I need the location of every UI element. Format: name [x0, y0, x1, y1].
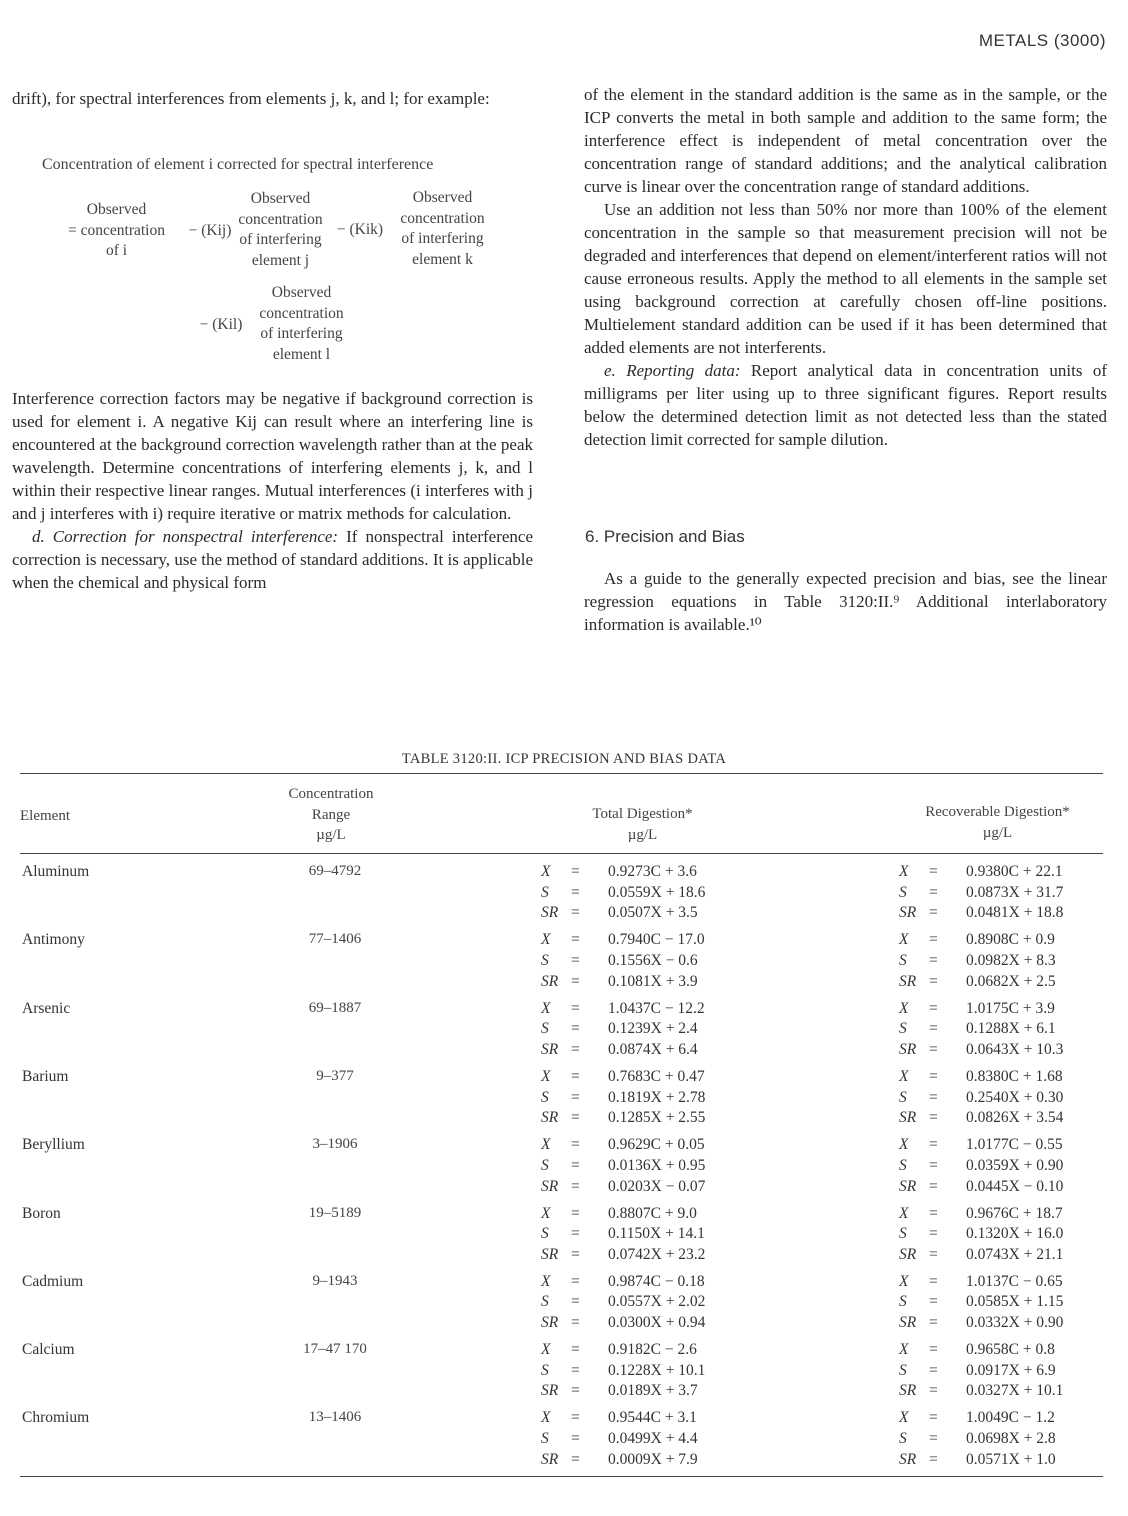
equals-sign: = — [571, 1020, 580, 1038]
variable-symbol: S — [541, 1156, 549, 1174]
equals-sign: = — [571, 1067, 580, 1085]
table-row-element: Cadmium — [22, 1272, 84, 1290]
regression-formula: 0.0507X + 3.5 — [608, 904, 698, 922]
regression-formula: 0.0873X + 31.7 — [966, 883, 1064, 901]
variable-symbol: SR — [541, 1177, 559, 1195]
right-para-3: e. Reporting data: Report analytical data in concentration units of milligrams per liter using up to three significant figures. Report results below the determined detection limit as not detected less than the stated detection limit corrected for sample dilution. — [584, 361, 1108, 449]
equation-line — [541, 1361, 741, 1382]
table-row-element: Beryllium — [22, 1136, 85, 1154]
regression-formula: 0.8908C + 0.9 — [966, 931, 1055, 949]
equation-line — [899, 1272, 1099, 1293]
equals-sign: = — [929, 1341, 938, 1359]
equation-line — [541, 1135, 741, 1156]
variable-symbol: X — [541, 1204, 551, 1222]
equation-line — [899, 1408, 1099, 1429]
regression-formula: 0.0917X + 6.9 — [966, 1361, 1056, 1379]
regression-formula: 0.1819X + 2.78 — [608, 1088, 706, 1106]
variable-symbol: X — [541, 999, 551, 1017]
regression-formula: 1.0175C + 3.9 — [966, 999, 1055, 1017]
variable-symbol: S — [899, 1361, 907, 1379]
equation-line — [899, 862, 1099, 883]
variable-symbol: X — [899, 863, 909, 880]
equals-sign: = — [571, 1341, 580, 1359]
equation-observed-i: Observed = concentration of i — [68, 201, 165, 259]
equals-sign: = — [571, 1204, 580, 1222]
equation-line — [899, 1156, 1099, 1177]
equation-line — [541, 1177, 741, 1198]
equals-sign: = — [929, 1272, 938, 1290]
regression-formula: 0.0742X + 23.2 — [608, 1245, 706, 1263]
regression-formula: 0.1228X + 10.1 — [608, 1361, 706, 1379]
regression-formula: 0.0009X + 7.9 — [608, 1450, 698, 1468]
equation-line — [541, 999, 741, 1020]
variable-symbol: SR — [541, 1450, 559, 1468]
equals-sign: = — [929, 863, 938, 880]
equation-line — [899, 1450, 1099, 1471]
equation-line — [541, 972, 741, 993]
regression-formula: 0.2540X + 0.30 — [966, 1088, 1064, 1106]
variable-symbol: SR — [541, 1040, 559, 1058]
variable-symbol: X — [541, 931, 551, 949]
equals-sign: = — [929, 1225, 938, 1243]
variable-symbol: S — [541, 1293, 549, 1311]
recoverable-digestion-equations — [899, 1408, 1099, 1470]
equals-sign: = — [571, 1109, 580, 1127]
equation-line — [541, 1088, 741, 1109]
equation-line — [541, 903, 741, 924]
equation-line — [899, 1429, 1099, 1450]
equals-sign: = — [929, 1156, 938, 1174]
regression-formula: 0.8380C + 1.68 — [966, 1067, 1063, 1085]
equation-line — [541, 930, 741, 951]
regression-formula: 0.1081X + 3.9 — [608, 972, 698, 990]
equals-sign: = — [929, 883, 938, 901]
regression-formula: 0.1556X − 0.6 — [608, 951, 698, 969]
regression-formula: 0.0136X + 0.95 — [608, 1156, 706, 1174]
total-digestion-equations — [541, 1204, 741, 1266]
equals-sign: = — [571, 972, 580, 990]
equation-line — [899, 930, 1099, 951]
regression-formula: 0.0982X + 8.3 — [966, 951, 1056, 969]
regression-formula: 0.8807C + 9.0 — [608, 1204, 697, 1222]
variable-symbol: SR — [899, 904, 917, 922]
total-digestion-equations — [541, 930, 741, 992]
equation-line — [899, 1067, 1099, 1088]
variable-symbol: X — [899, 1409, 909, 1427]
equals-sign: = — [571, 904, 580, 922]
equals-sign: = — [571, 1293, 580, 1311]
regression-formula: 0.9874C − 0.18 — [608, 1272, 705, 1290]
total-digestion-equations — [541, 1272, 741, 1334]
variable-symbol: SR — [541, 1109, 559, 1127]
equals-sign: = — [929, 1409, 938, 1427]
equals-sign: = — [571, 1272, 580, 1290]
regression-formula: 0.9182C − 2.6 — [608, 1341, 697, 1359]
equals-sign: = — [929, 904, 938, 922]
equation-line — [541, 1019, 741, 1040]
regression-formula: 0.1320X + 16.0 — [966, 1225, 1064, 1243]
table-row-element: Arsenic — [22, 999, 71, 1017]
variable-symbol: S — [541, 1225, 549, 1243]
running-header: METALS (3000) — [978, 31, 1106, 50]
variable-symbol: X — [541, 863, 551, 880]
equals-sign: = — [571, 1409, 580, 1427]
table-top-rule — [20, 773, 1103, 774]
header-recoverable-digestion: Recoverable Digestion* µg/L — [925, 804, 1070, 841]
variable-symbol: X — [899, 999, 909, 1017]
recoverable-digestion-equations — [899, 1204, 1099, 1266]
equation-kij: − (Kij) — [188, 222, 232, 239]
recoverable-digestion-equations — [899, 1135, 1099, 1197]
left-para-1: drift), for spectral interferences from elements j, k, and l; for example: — [12, 89, 490, 108]
table-row-element: Antimony — [22, 931, 85, 949]
equation-line — [899, 1381, 1099, 1402]
table-row-element: Calcium — [22, 1341, 75, 1359]
equals-sign: = — [929, 1088, 938, 1106]
variable-symbol: S — [899, 1293, 907, 1311]
regression-formula: 0.0874X + 6.4 — [608, 1040, 698, 1058]
table-caption: TABLE 3120:II. ICP PRECISION AND BIAS DATA — [401, 751, 727, 767]
equation-line — [541, 1429, 741, 1450]
variable-symbol: X — [899, 1067, 909, 1085]
regression-formula: 0.0327X + 10.1 — [966, 1382, 1064, 1400]
regression-formula: 0.7940C − 17.0 — [608, 931, 705, 949]
equation-line — [899, 1204, 1099, 1225]
equals-sign: = — [571, 1314, 580, 1332]
equation-kik: − (Kik) — [336, 221, 384, 238]
regression-formula: 0.9676C + 18.7 — [966, 1204, 1063, 1222]
equals-sign: = — [929, 1430, 938, 1448]
variable-symbol: X — [899, 931, 909, 949]
regression-formula: 0.1285X + 2.55 — [608, 1109, 706, 1127]
variable-symbol: SR — [541, 972, 559, 990]
regression-formula: 1.0049C − 1.2 — [966, 1409, 1055, 1427]
regression-formula: 0.0643X + 10.3 — [966, 1040, 1064, 1058]
equation-line — [541, 1040, 741, 1061]
variable-symbol: S — [899, 951, 907, 969]
variable-symbol: X — [899, 1204, 909, 1222]
equals-sign: = — [929, 1314, 938, 1332]
total-digestion-equations — [541, 1340, 741, 1402]
table-row-range: 9–377 — [316, 1067, 354, 1084]
equals-sign: = — [571, 931, 580, 949]
variable-symbol: X — [541, 1272, 551, 1290]
table-row-element: Chromium — [22, 1409, 90, 1427]
regression-formula: 0.7683C + 0.47 — [608, 1067, 705, 1085]
table-row-range: 77–1406 — [308, 931, 362, 948]
equation-line — [899, 1313, 1099, 1334]
equation-line — [541, 883, 741, 904]
variable-symbol: X — [899, 1136, 909, 1154]
variable-symbol: S — [541, 1020, 549, 1038]
regression-formula: 1.0437C − 12.2 — [608, 999, 705, 1017]
equation-line — [541, 1204, 741, 1225]
equals-sign: = — [929, 1361, 938, 1379]
equals-sign: = — [571, 863, 580, 880]
regression-formula: 1.0177C − 0.55 — [966, 1136, 1063, 1154]
variable-symbol: SR — [899, 1245, 917, 1263]
equals-sign: = — [571, 1361, 580, 1379]
regression-formula: 0.9629C + 0.05 — [608, 1136, 705, 1154]
equation-line — [899, 1177, 1099, 1198]
section-heading: 6. Precision and Bias — [585, 527, 745, 546]
variable-symbol: S — [541, 1088, 549, 1106]
equals-sign: = — [929, 931, 938, 949]
regression-formula: 0.1239X + 2.4 — [608, 1020, 698, 1038]
equation-line — [899, 1224, 1099, 1245]
regression-formula: 1.0137C − 0.65 — [966, 1272, 1063, 1290]
equals-sign: = — [929, 1177, 938, 1195]
regression-formula: 0.9658C + 0.8 — [966, 1341, 1055, 1359]
table-row-range: 69–1887 — [308, 999, 362, 1016]
regression-formula: 0.0743X + 21.1 — [966, 1245, 1064, 1263]
variable-symbol: X — [899, 1272, 909, 1290]
variable-symbol: X — [541, 1341, 551, 1359]
equation-line — [541, 1340, 741, 1361]
variable-symbol: X — [541, 1067, 551, 1085]
total-digestion-equations — [541, 1135, 741, 1197]
recoverable-digestion-equations — [899, 862, 1099, 924]
equation-line — [899, 903, 1099, 924]
variable-symbol: X — [541, 1409, 551, 1427]
equals-sign: = — [571, 1382, 580, 1400]
table-row-element: Boron — [22, 1204, 61, 1222]
variable-symbol: S — [899, 883, 907, 901]
equation-line — [541, 1224, 741, 1245]
variable-symbol: S — [541, 1361, 549, 1379]
regression-formula: 0.1150X + 14.1 — [608, 1225, 705, 1243]
equation-line — [899, 951, 1099, 972]
equals-sign: = — [929, 1204, 938, 1222]
regression-formula: 0.0698X + 2.8 — [966, 1430, 1056, 1448]
table-row-range: 19–5189 — [308, 1204, 362, 1221]
table-row-range: 3–1906 — [312, 1136, 358, 1153]
variable-symbol: SR — [541, 1245, 559, 1263]
regression-formula: 0.9273C + 3.6 — [608, 863, 697, 880]
total-digestion-equations — [541, 999, 741, 1061]
regression-formula: 0.0481X + 18.8 — [966, 904, 1064, 922]
recoverable-digestion-equations — [899, 1272, 1099, 1334]
equals-sign: = — [571, 883, 580, 901]
variable-symbol: S — [899, 1020, 907, 1038]
equals-sign: = — [571, 999, 580, 1017]
equals-sign: = — [571, 1430, 580, 1448]
total-digestion-equations — [541, 1408, 741, 1470]
equals-sign: = — [929, 1136, 938, 1154]
variable-symbol: SR — [899, 1040, 917, 1058]
header-element: Element — [20, 808, 70, 824]
total-digestion-equations — [541, 1067, 741, 1129]
equals-sign: = — [929, 972, 938, 990]
equals-sign: = — [571, 1156, 580, 1174]
left-para-2-3 — [12, 387, 533, 594]
equals-sign: = — [929, 1245, 938, 1263]
equation-line — [541, 951, 741, 972]
equation-line — [899, 1340, 1099, 1361]
equation-line — [899, 1040, 1099, 1061]
variable-symbol: S — [899, 1430, 907, 1448]
recoverable-digestion-equations — [899, 930, 1099, 992]
equation-line — [541, 862, 741, 883]
equals-sign: = — [571, 1136, 580, 1154]
table-row-element: Barium — [22, 1067, 69, 1085]
regression-formula: 0.0559X + 18.6 — [608, 883, 706, 901]
variable-symbol: X — [899, 1341, 909, 1359]
variable-symbol: S — [899, 1156, 907, 1174]
equation-line — [541, 1292, 741, 1313]
table-row-range: 9–1943 — [312, 1272, 358, 1289]
right-column-text — [584, 83, 1107, 451]
equation-line — [899, 1361, 1099, 1382]
equation-kil: − (Kil) — [199, 316, 243, 333]
equation-line — [541, 1108, 741, 1129]
equals-sign: = — [929, 1450, 938, 1468]
regression-formula: 0.1288X + 6.1 — [966, 1020, 1056, 1038]
right-para-2: Use an addition not less than 50% nor more than 100% of the element concentration in the sample so that measurement precision will not be degraded and interferences that depend on element/interferent ratios will not cause erroneous results. Apply the method to all elements in the sample set using background correction at carefully chosen off-line positions. Multielement standard addition can be used if it has been determined that added elements are not interferents. — [584, 200, 1107, 357]
equation-observed-k: Observed concentration of interfering element k — [400, 189, 485, 268]
equals-sign: = — [571, 1040, 580, 1058]
variable-symbol: S — [899, 1225, 907, 1243]
recoverable-digestion-equations — [899, 999, 1099, 1061]
equals-sign: = — [571, 1177, 580, 1195]
variable-symbol: X — [541, 1136, 551, 1154]
regression-formula: 0.9544C + 3.1 — [608, 1409, 697, 1427]
variable-symbol: S — [899, 1088, 907, 1106]
variable-symbol: SR — [541, 1314, 559, 1332]
regression-formula: 0.0359X + 0.90 — [966, 1156, 1064, 1174]
right-para-4: As a guide to the generally expected precision and bias, see the linear regression equations in Table 3120:II.⁹ Additional interlaboratory information is available.¹⁰ — [584, 569, 1107, 634]
equation-line — [899, 1019, 1099, 1040]
regression-formula: 0.0332X + 0.90 — [966, 1314, 1064, 1332]
equation-line — [899, 972, 1099, 993]
regression-formula: 0.9380C + 22.1 — [966, 863, 1063, 880]
variable-symbol: SR — [541, 904, 559, 922]
equals-sign: = — [929, 999, 938, 1017]
variable-symbol: S — [541, 951, 549, 969]
equals-sign: = — [929, 1040, 938, 1058]
variable-symbol: SR — [899, 972, 917, 990]
variable-symbol: S — [541, 883, 549, 901]
regression-formula: 0.0682X + 2.5 — [966, 972, 1056, 990]
variable-symbol: SR — [899, 1382, 917, 1400]
regression-formula: 0.0445X − 0.10 — [966, 1177, 1064, 1195]
variable-symbol: SR — [899, 1177, 917, 1195]
header-total-digestion: Total Digestion* µg/L — [592, 806, 693, 843]
equation-line — [541, 1067, 741, 1088]
equals-sign: = — [929, 1067, 938, 1085]
equals-sign: = — [929, 1382, 938, 1400]
variable-symbol: SR — [541, 1382, 559, 1400]
equals-sign: = — [571, 1225, 580, 1243]
equation-line — [541, 1313, 741, 1334]
equation-line — [899, 1292, 1099, 1313]
equals-sign: = — [929, 1109, 938, 1127]
equation-observed-l: Observed concentration of interfering element l — [259, 284, 344, 363]
equation-line — [899, 1108, 1099, 1129]
table-row-element: Aluminum — [22, 863, 90, 880]
equals-sign: = — [929, 1020, 938, 1038]
equals-sign: = — [571, 1088, 580, 1106]
equation-line — [899, 883, 1099, 904]
total-digestion-equations — [541, 862, 741, 924]
equation-line — [899, 1135, 1099, 1156]
variable-symbol: S — [541, 1430, 549, 1448]
right-para-1: of the element in the standard addition is the same as in the sample, or the ICP converts the metal in both sample and addition to the same form; the interference effect is independent of metal concentration over the concentration range of standard additions; and the analytical calibration curve is linear over the concentration range of standard additions. — [584, 85, 1107, 196]
equation-title: Concentration of element i corrected for spectral interference — [42, 156, 434, 173]
equals-sign: = — [571, 1245, 580, 1263]
regression-formula: 0.0557X + 2.02 — [608, 1293, 706, 1311]
regression-formula: 0.0499X + 4.4 — [608, 1430, 698, 1448]
regression-formula: 0.0826X + 3.54 — [966, 1109, 1064, 1127]
equation-line — [541, 1156, 741, 1177]
left-para-2: Interference correction factors may be negative if background correction is used for element i. A negative Kij can result where an interfering line is encountered at the background correction wavelength rather than at the peak wavelength. Determine concentrations of interfering elements j, k, and l within their respective linear ranges. Mutual interferences (i interferes with j and j interferes with i) require iterative or matrix methods for calculation. — [12, 389, 533, 523]
equation-line — [541, 1450, 741, 1471]
regression-formula: 0.0189X + 3.7 — [608, 1382, 698, 1400]
equals-sign: = — [571, 951, 580, 969]
equation-line — [541, 1272, 741, 1293]
header-range: Concentration Range µg/L — [288, 786, 374, 843]
regression-formula: 0.0203X − 0.07 — [608, 1177, 706, 1195]
regression-formula: 0.0571X + 1.0 — [966, 1450, 1056, 1468]
equals-sign: = — [929, 951, 938, 969]
equals-sign: = — [571, 1450, 580, 1468]
table-header-rule — [20, 853, 1103, 854]
recoverable-digestion-equations — [899, 1340, 1099, 1402]
variable-symbol: SR — [899, 1314, 917, 1332]
equals-sign: = — [929, 1293, 938, 1311]
table-row-range: 13–1406 — [308, 1409, 362, 1426]
equation-line — [899, 999, 1099, 1020]
equation-line — [541, 1245, 741, 1266]
regression-formula: 0.0300X + 0.94 — [608, 1314, 706, 1332]
equation-line — [541, 1408, 741, 1429]
equation-line — [899, 1245, 1099, 1266]
equation-line — [541, 1381, 741, 1402]
recoverable-digestion-equations — [899, 1067, 1099, 1129]
table-bottom-rule — [20, 1476, 1103, 1477]
table-row-range: 17–47 170 — [303, 1341, 367, 1358]
equation-observed-j: Observed concentration of interfering element j — [238, 190, 323, 269]
variable-symbol: SR — [899, 1109, 917, 1127]
table-row-range: 69–4792 — [308, 863, 362, 879]
regression-formula: 0.0585X + 1.15 — [966, 1293, 1064, 1311]
variable-symbol: SR — [899, 1450, 917, 1468]
equation-line — [899, 1088, 1099, 1109]
left-para-3: d. Correction for nonspectral interference: If nonspectral interference correction is necessary, use the method of standard additions. It is applicable when the chemical and physical form — [12, 527, 534, 592]
